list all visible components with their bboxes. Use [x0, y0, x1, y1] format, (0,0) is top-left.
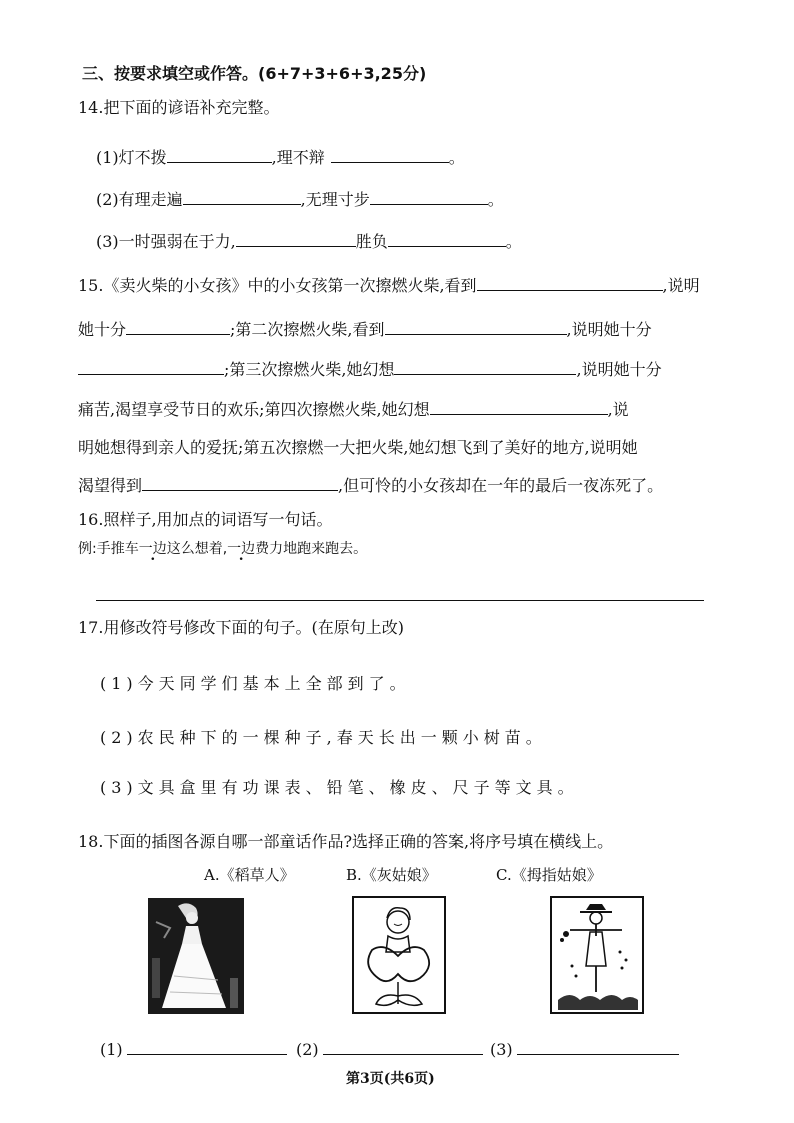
q16-example [78, 542, 367, 556]
thumbelina-illustration [352, 896, 446, 1014]
q17-sentence-2: (2)农民种下的一棵种子,春天长出一颗小树苗。 [100, 728, 547, 747]
answer-blank[interactable] [331, 148, 449, 163]
section-heading: 三、按要求填空或作答。(6+7+3+6+3,25分) [82, 64, 427, 83]
q17-sentence-1: (1)今天同学们基本上全部到了。 [100, 674, 411, 693]
answer-blank[interactable] [477, 276, 663, 291]
q14-item-3 [96, 232, 522, 250]
q16-title: 16.照样子,用加点的词语写一句话。 [78, 510, 333, 529]
q18-title: 18.下面的插图各源自哪一部童话作品?选择正确的答案,将序号填在横线上。 [78, 832, 614, 851]
q15-l6b: ,但可怜的小女孩却在一年的最后一夜冻死了。 [338, 476, 664, 495]
q15-line-2 [78, 320, 652, 338]
cinderella-illustration [148, 898, 244, 1014]
answer-blank[interactable] [183, 190, 301, 205]
q15-l2a: 她十分 [78, 320, 127, 339]
q14-i1a: (1)灯不拨 [96, 148, 167, 167]
q14-i3a: (3)一时强弱在于力, [96, 232, 236, 251]
q15-l4b: ,说 [607, 400, 629, 419]
answer-blank[interactable] [388, 232, 506, 247]
answer-blank[interactable] [127, 1040, 287, 1055]
answer-blank[interactable] [517, 1040, 679, 1055]
answer-blank[interactable] [323, 1040, 483, 1055]
q18-b2-label: (2) [296, 1040, 319, 1059]
q15-l3b: ,说明她十分 [576, 360, 662, 379]
q14-i1b: ,理不辩 [271, 148, 325, 167]
answer-blank[interactable] [142, 476, 338, 491]
answer-blank[interactable] [430, 400, 608, 415]
q16-ex-e: 费力地跑来跑去。 [255, 541, 368, 557]
q15-line-6 [78, 476, 663, 494]
q16-ex-a: 例:手推车 [78, 541, 139, 557]
q18-answer-1 [100, 1040, 287, 1058]
q15-l4a: 痛苦,渴望享受节日的欢乐;第四次擦燃火柴,她幻想 [78, 400, 430, 419]
answer-blank[interactable] [385, 320, 567, 335]
answer-blank[interactable] [126, 320, 230, 335]
q18-option-c: C.《拇指姑娘》 [496, 866, 602, 884]
q15-l1b: ,说明 [662, 276, 700, 295]
q18-b3-label: (3) [490, 1040, 513, 1059]
q14-i1c: 。 [448, 148, 465, 167]
q15-line-5: 明她想得到亲人的爱抚;第五次擦燃一大把火柴,她幻想飞到了美好的地方,说明她 [78, 438, 638, 457]
q16-answer-line[interactable] [96, 600, 704, 601]
q14-i3c: 。 [505, 232, 522, 251]
q14-item-1 [96, 148, 465, 166]
q15-l3a: ;第三次擦燃火柴,她幻想 [224, 360, 395, 379]
q15-l6a: 渴望得到 [78, 476, 143, 495]
q15-line-1 [78, 276, 700, 294]
answer-blank[interactable] [78, 360, 224, 375]
q17-title: 17.用修改符号修改下面的句子。(在原句上改) [78, 618, 404, 637]
answer-blank[interactable] [167, 148, 272, 163]
q18-option-a: A.《稻草人》 [204, 866, 295, 884]
q14-title: 14.把下面的谚语补充完整。 [78, 98, 280, 117]
answer-blank[interactable] [394, 360, 576, 375]
q18-b1-label: (1) [100, 1040, 123, 1059]
q14-item-2 [96, 190, 504, 208]
q14-i2c: 。 [487, 190, 504, 209]
q18-answer-3 [490, 1040, 679, 1058]
q15-line-4 [78, 400, 629, 418]
q16-ex-dotted-2: 一边 [227, 541, 256, 557]
page-number: 第3页(共6页) [346, 1071, 435, 1087]
q16-ex-dotted-1: 一边 [138, 541, 167, 557]
q15-l1a: 15.《卖火柴的小女孩》中的小女孩第一次擦燃火柴,看到 [78, 276, 477, 295]
q14-i3b: 胜负 [355, 232, 388, 251]
q14-i2b: ,无理寸步 [300, 190, 370, 209]
q15-l2c: ,说明她十分 [566, 320, 652, 339]
q15-line-3 [78, 360, 662, 378]
q18-option-b: B.《灰姑娘》 [346, 866, 437, 884]
q16-ex-c: 这么想着, [166, 541, 228, 557]
answer-blank[interactable] [236, 232, 356, 247]
q15-l2b: ;第二次擦燃火柴,看到 [230, 320, 385, 339]
q14-i2a: (2)有理走遍 [96, 190, 183, 209]
q18-answer-2 [296, 1040, 483, 1058]
scarecrow-illustration [550, 896, 644, 1014]
answer-blank[interactable] [370, 190, 488, 205]
q17-sentence-3: (3)文具盒里有功课表、铅笔、橡皮、尺子等文具。 [100, 778, 579, 797]
